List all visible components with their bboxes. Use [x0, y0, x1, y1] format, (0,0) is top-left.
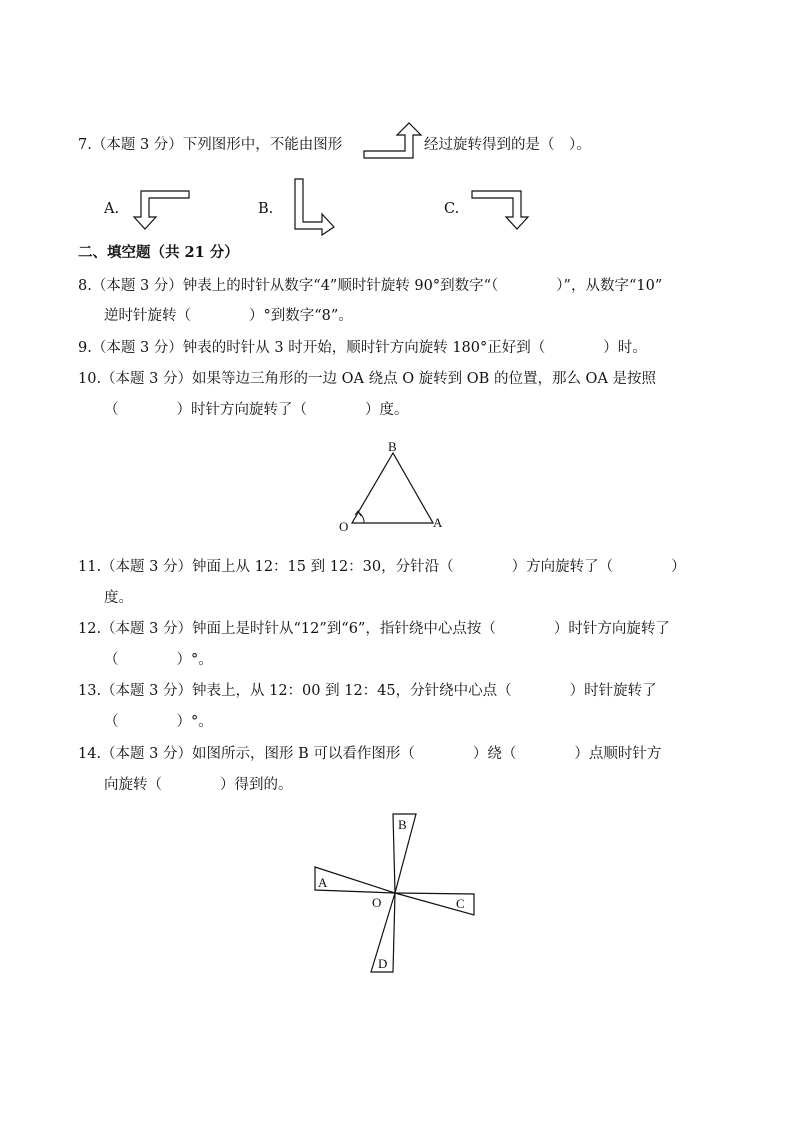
q14-label-o: O — [372, 895, 382, 910]
q12-line1: 12.（本题 3 分）钟面上是时针从“12”到“6”，指针绕中心点按（ ）时针方向旋转了 — [78, 621, 670, 637]
q14-pinwheel-figure — [310, 810, 480, 980]
q13-line2: （ ）°。 — [104, 714, 213, 730]
q14-label-a: A — [318, 875, 328, 890]
q10-line2: （ ）时针方向旋转了（ ）度。 — [104, 402, 409, 418]
q7-text-pre: 7.（本题 3 分）下列图形中，不能由图形 — [78, 137, 343, 153]
q7-option-c-arrow — [471, 190, 533, 232]
q7-text-post: 经过旋转得到的是（ ）。 — [424, 137, 591, 153]
q7-option-a-arrow — [130, 190, 192, 232]
q14-line1: 14.（本题 3 分）如图所示，图形 B 可以看作图形（ ）绕（ ）点顺时针方 — [78, 746, 662, 762]
q7-option-c-label: C. — [444, 201, 460, 217]
q10-label-b: B — [388, 439, 397, 454]
q14-line2: 向旋转（ ）得到的。 — [104, 777, 293, 793]
q9-line1: 9.（本题 3 分）钟表的时针从 3 时开始，顺时针方向旋转 180°正好到（ ）时。 — [78, 340, 647, 356]
q14-label-d: D — [378, 956, 388, 971]
section-title-fill-in: 二、填空题（共 21 分） — [78, 244, 239, 261]
q7-option-a-label: A. — [104, 201, 120, 217]
q7-option-b-label: B. — [258, 201, 274, 217]
q14-label-c: C — [456, 896, 465, 911]
q12-line2: （ ）°。 — [104, 652, 213, 668]
q11-line2: 度。 — [104, 590, 133, 606]
q8-line2: 逆时针旋转（ ）°到数字“8”。 — [104, 308, 353, 324]
q10-line1: 10.（本题 3 分）如果等边三角形的一边 OA 绕点 O 旋转到 OB 的位置，那么 OA 是按照 — [78, 371, 657, 387]
q14-label-b: B — [398, 817, 407, 832]
q7-reference-arrow — [363, 122, 423, 160]
q11-line1: 11.（本题 3 分）钟面上从 12：15 到 12：30，分针沿（ ）方向旋转了（ ） — [78, 559, 686, 575]
q10-label-o: O — [339, 519, 349, 534]
q10-triangle-figure — [330, 436, 450, 536]
q13-line1: 13.（本题 3 分）钟表上，从 12：00 到 12：45，分针绕中心点（ ）时针旋转了 — [78, 683, 657, 699]
q7-option-b-arrow — [294, 178, 338, 236]
q8-line1: 8.（本题 3 分）钟表上的时针从数字“4”顺时针旋转 90°到数字“（ ）”，从数字“10” — [78, 278, 663, 294]
q10-label-a: A — [433, 515, 443, 530]
